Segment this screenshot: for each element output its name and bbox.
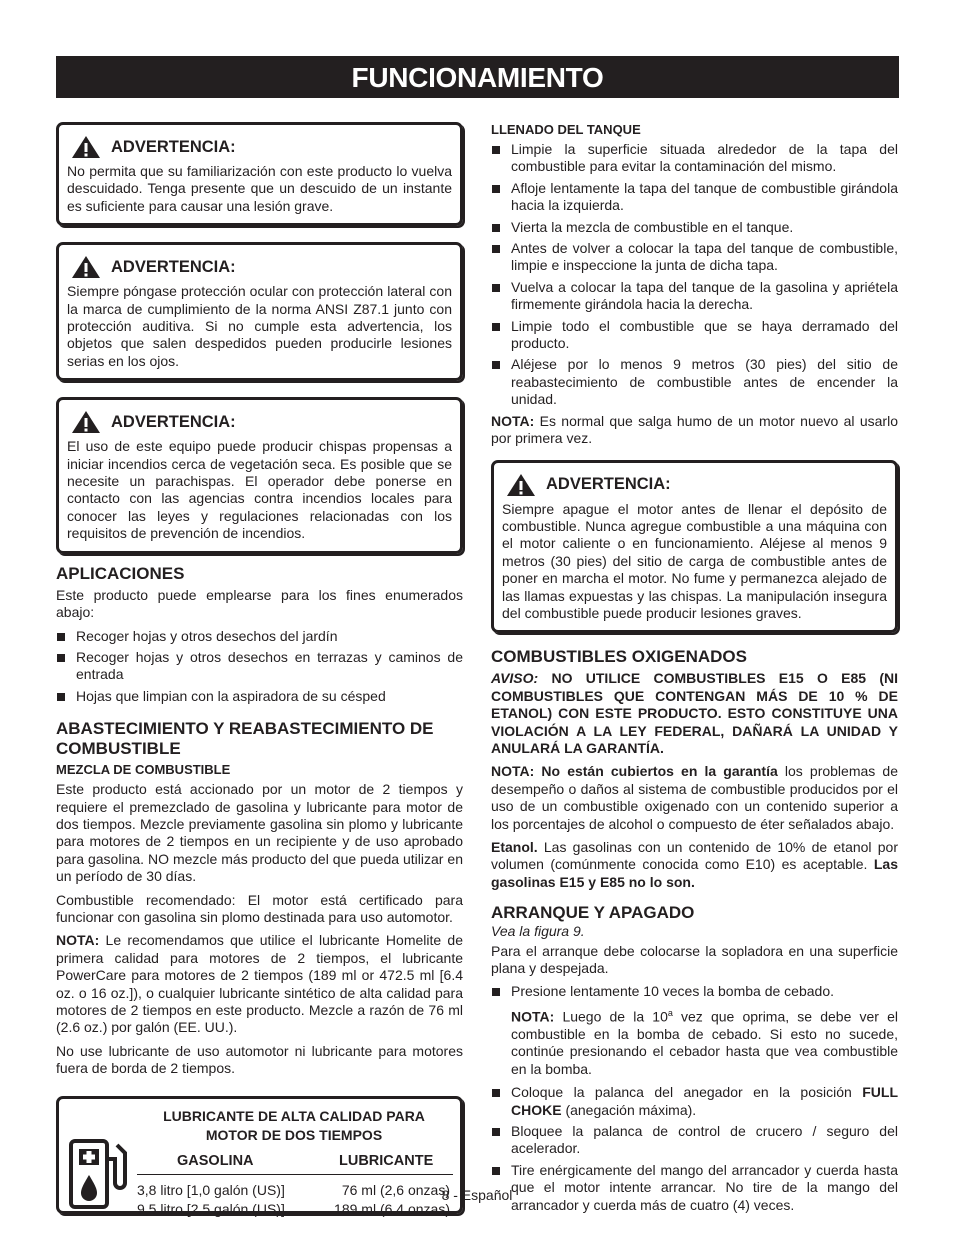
- warning-box-1: [56, 122, 463, 226]
- page-title: FUNCIONAMIENTO: [351, 62, 604, 93]
- warning-text: El uso de este equipo puede producir chispas propensas a iniciar incendios cerca de vegetación seca. Es posible que se necesite un parachispas. El operador debe ponerse en contacto con las agencias contra incendios locales para conocer las leyes y regulaciones relacionadas con los requisitos de prevención de incendios.: [67, 438, 452, 542]
- page-number: 8 - Español: [441, 1187, 513, 1203]
- figure-reference: Vea la figura 9.: [491, 923, 585, 940]
- etanol-label: Etanol.: [491, 839, 538, 855]
- subheading-mezcla: MEZCLA DE COMBUSTIBLE: [56, 762, 231, 778]
- list-item: Hojas que limpian con la aspiradora de su césped: [56, 688, 463, 705]
- warning-text: Siempre póngase protección ocular con protección lateral con la marca de cumplimiento de la norma ANSI Z87.1 junto con protección auditiva. Si no cumple esta advertencia, los objetos que salen despedidos pueden producirle lesiones serias en los ojos.: [67, 283, 452, 369]
- list-item: Vierta la mezcla de combustible en el tanque.: [491, 219, 898, 236]
- item-text: Coloque la palanca del anegador en la posición: [511, 1084, 863, 1101]
- warning-title: ADVERTENCIA:: [111, 137, 236, 156]
- etanol-paragraph: [491, 839, 898, 891]
- warning-box-2: [56, 242, 463, 381]
- arranque-list: [491, 983, 898, 1000]
- list-item: Afloje lentamente la tapa del tanque de combustible girándola hacia la izquierda.: [491, 180, 898, 215]
- section-heading-arranque: ARRANQUE Y APAGADO: [491, 903, 695, 923]
- nota-label: NOTA:: [511, 1008, 555, 1025]
- fuel-table-title-line2: MOTOR DE DOS TIEMPOS: [205, 1126, 383, 1143]
- aviso-paragraph: [491, 670, 898, 757]
- table-cell-gasolina: 3,8 litro [1,0 galón (US)]: [137, 1181, 285, 1198]
- fuel-table-title: [129, 1107, 459, 1145]
- aplicaciones-intro: Este producto puede emplearse para los fines enumerados abajo:: [56, 586, 463, 621]
- list-item: Limpie todo el combustible que se haya derramado del producto.: [491, 318, 898, 353]
- list-item: Presione lentamente 10 veces la bomba de cebado.: [491, 983, 898, 1000]
- nota-text: vez que oprima, se debe ver el combustible en la bomba de cebado. Si esto no sucede, continúe presionando el cebador hasta que vea combustible en la bomba.: [511, 1008, 898, 1077]
- nota-lubricante: [56, 932, 463, 1036]
- item-text: (anegación máxima).: [561, 1101, 697, 1118]
- nota-garantia: [491, 763, 898, 833]
- warning-triangle-icon: [71, 410, 101, 434]
- section-heading-abastecimiento: ABASTECIMIENTO Y REABASTECIMIENTO DE COMBUSTIBLE: [56, 719, 434, 759]
- table-cell-lubricante: 189 ml (6,4 onzas): [334, 1200, 450, 1217]
- list-item: Vuelva a colocar la tapa del tanque de la gasolina y apriétela firmemente girándola hacia la derecha.: [491, 279, 898, 314]
- nota-text: Luego de la 10: [554, 1008, 668, 1025]
- combustible-recomendado: Combustible recomendado: El motor está certificado para funcionar con gasolina sin plomo destinada para uso automotor.: [56, 891, 463, 925]
- section-heading-aplicaciones: APLICACIONES: [56, 563, 185, 583]
- subheading-llenado: LLENADO DEL TANQUE: [491, 122, 641, 137]
- aviso-label: AVISO:: [491, 670, 539, 687]
- list-item: Aléjese por lo menos 9 metros (30 pies) del sitio de reabastecimiento de combustible antes de encender la unidad.: [491, 356, 898, 408]
- warning-text: Siempre apague el motor antes de llenar el depósito de combustible. Nunca agregue combustible a una máquina con el motor caliente o en funcionamiento. Aléjese al menos 9 metros (30 pies) del sitio de carga de combustible antes de poner en marcha el motor. No fume y permanezca alejado de las llamas expuestas y las chispas. La manipulación insegura del combustible puede producir lesiones graves.: [502, 500, 887, 621]
- page-banner: [56, 56, 899, 98]
- list-item: Recoger hojas y otros desechos del jardín: [56, 628, 463, 645]
- right-column: [491, 122, 898, 1218]
- warning-triangle-icon: [71, 135, 101, 159]
- column-header-gasolina: GASOLINA: [177, 1152, 254, 1169]
- section-heading-oxigenados: COMBUSTIBLES OXIGENADOS: [491, 647, 747, 667]
- table-divider: [137, 1174, 453, 1175]
- warning-triangle-icon: [506, 473, 536, 497]
- nota-cebado: [491, 1005, 898, 1078]
- list-item: Recoger hojas y otros desechos en terrazas y caminos de entrada: [56, 649, 463, 684]
- warning-text: No permita que su familiarización con este producto lo vuelva descuidado. Tenga presente que un descuido de un instante es suficiente para causar una lesión grave.: [67, 163, 452, 214]
- mezcla-paragraph: Este producto está accionado por un motor de 2 tiempos y requiere el premezclado de gasolina y lubricante para motor de dos tiempos. Mezcle previamente gasolina sin plomo y lubricante para motores de 2 tiempos en un recipiente y de uso aprobado para gasolina. NO mezcle más producto del que pueda utilizar en un período de 30 días.: [56, 781, 463, 885]
- item-bold-text: FULL CHOKE: [511, 1084, 898, 1118]
- fuel-table-title-line1: LUBRICANTE DE ALTA CALIDAD PARA: [163, 1107, 425, 1124]
- etanol-bold-text: Las gasolinas E15 y E85 no lo son.: [491, 856, 898, 890]
- aviso-text: NO UTILICE COMBUSTIBLES E15 O E85 (NI COMBUSTIBLES QUE CONTENGAN MÁS DE 10 % DE ETANOL) CON ESTE PRODUCTO. ESTO CONSTITUYE UNA VIOLACIÓN A LA LEY FEDERAL, DAÑARÁ LA UNIDAD Y ANULARÁ LA GARANTÍA.: [491, 670, 898, 756]
- lubricante-warning: No use lubricante de uso automotor ni lubricante para motores fuera de borda de 2 tiempos.: [56, 1042, 463, 1077]
- nota-text: Es normal que salga humo de un motor nuevo al usarlo por primera vez.: [491, 412, 898, 447]
- table-cell-lubricante: 76 ml (2,6 onzas): [341, 1181, 450, 1198]
- warning-triangle-icon: [71, 255, 101, 279]
- warning-title: ADVERTENCIA:: [111, 412, 236, 431]
- ordinal-superscript: a: [667, 1007, 673, 1018]
- list-item: Tire enérgicamente del mango del arrancador y cuerda hasta que el motor intente arrancar. No tire de la mango del arrancador y cuerda más de cuatro (4) veces.: [491, 1162, 898, 1214]
- nota-label: NOTA:: [56, 932, 100, 949]
- nota-humo: [491, 413, 898, 448]
- warning-title: ADVERTENCIA:: [546, 475, 671, 493]
- table-cell-gasolina: 9,5 litro [2,5 galón (US)]: [137, 1200, 285, 1217]
- list-item: Limpie la superficie situada alrededor de la tapa del combustible para evitar la contaminación del mismo.: [491, 141, 898, 176]
- list-item: Antes de volver a colocar la tapa del tanque de combustible, limpie e inspeccione la junta de dicha tapa.: [491, 240, 898, 275]
- warning-box-4: [491, 460, 898, 634]
- nota-text: Le recomendamos que utilice el lubricante Homelite de primera calidad para motores de 2 tiempos, el lubricante PowerCare para motores de 2 tiempos (189 ml or 472.5 ml [6.4 oz. o 16 oz.]), o cualquier lubricante sintético de alta calidad para motores de 2 tiempos en este producto. Mezcle a razón de 76 ml (2.6 oz.) por galón (EE. UU.).: [56, 932, 463, 1036]
- nota-text: los problemas de desempeño o daños al sistema de combustible producidos por el uso de un combustible oxigenado con un contenido superior a los porcentajes de alcohol o compuesto de éter señalados abajo.: [491, 763, 898, 832]
- column-header-lubricante: LUBRICANTE: [339, 1152, 434, 1169]
- list-item: Bloquee la palanca de control de crucero / seguro del acelerador.: [491, 1123, 898, 1158]
- list-item: [491, 1084, 898, 1119]
- left-column: [56, 122, 463, 1217]
- nota-label: NOTA: No están cubiertos en la garantía: [491, 763, 778, 780]
- etanol-text: Las gasolinas con un contenido de 10% de etanol por volumen (comúnmente conocida como E10) es aceptable.: [491, 839, 898, 873]
- aplicaciones-list: [56, 628, 463, 706]
- warning-title: ADVERTENCIA:: [111, 257, 236, 276]
- warning-box-3: [56, 397, 463, 553]
- llenado-list: [491, 141, 898, 409]
- nota-label: NOTA:: [491, 412, 535, 429]
- arranque-intro: Para el arranque debe colocarse la sopladora en una superficie plana y despejada.: [491, 942, 898, 977]
